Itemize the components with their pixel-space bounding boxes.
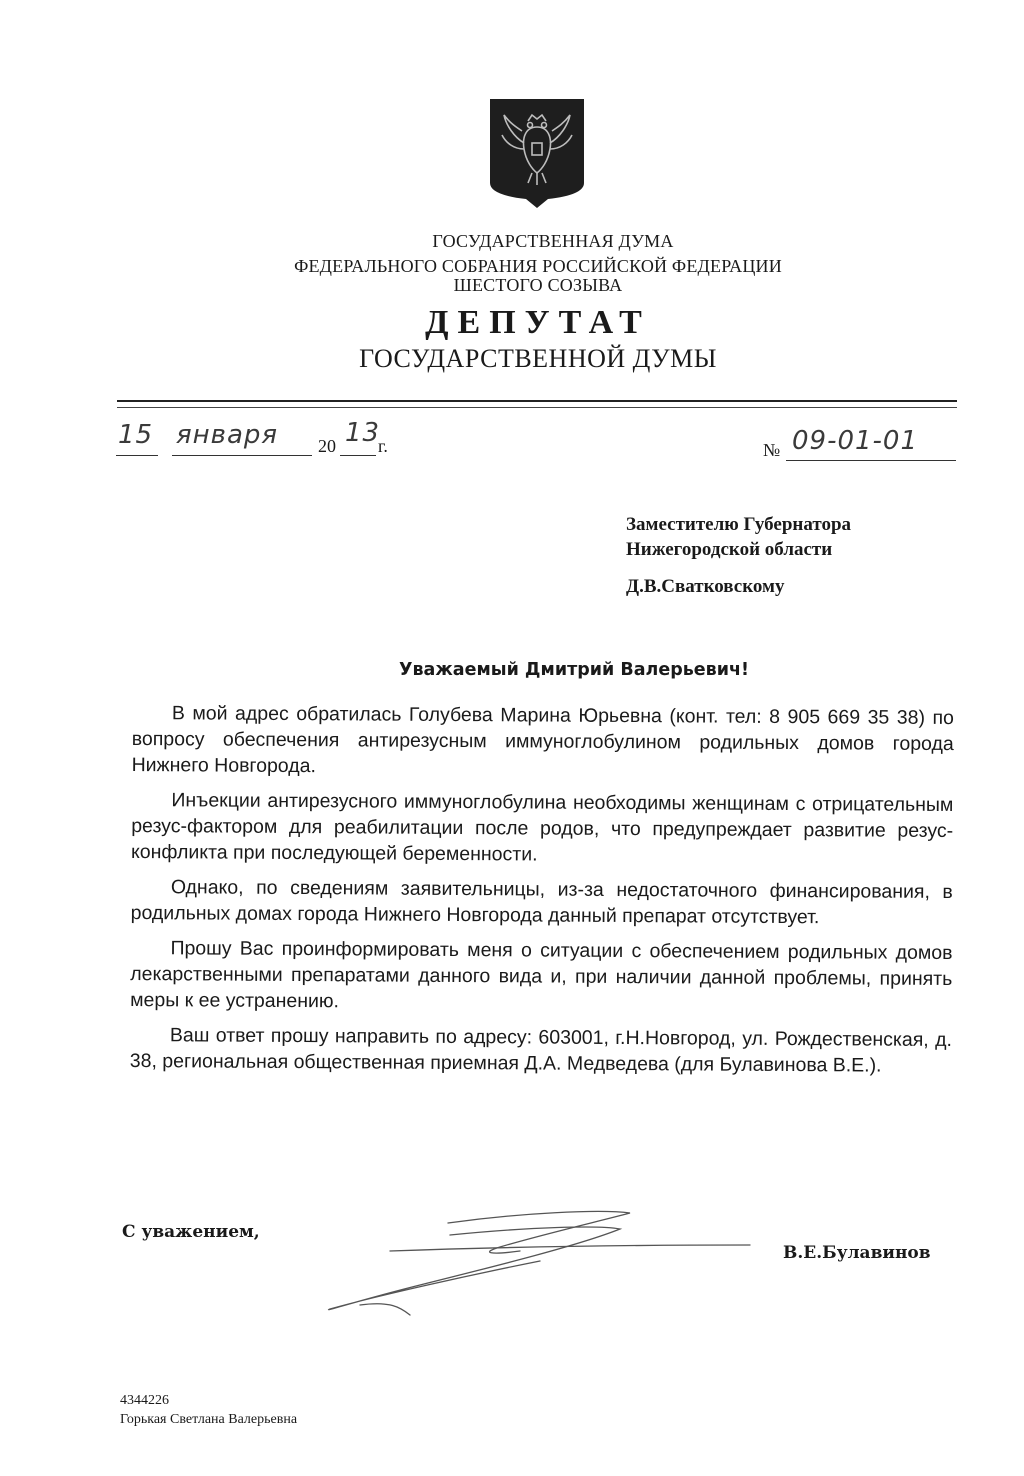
- date-suffix: г.: [378, 436, 388, 456]
- document-subtitle: ГОСУДАРСТВЕННОЙ ДУМЫ: [359, 344, 717, 373]
- header-rule-thin: [117, 407, 957, 408]
- ref-number: 09-01-01: [792, 426, 919, 456]
- addressee-line-2: Нижегородской области: [626, 539, 833, 560]
- date-day: 15: [118, 420, 154, 450]
- ref-number-underline: [786, 460, 956, 461]
- paragraph-5: Ваш ответ прошу направить по адресу: 603001, г.Н.Новгород, ул. Рождественская, д. 38, региональная общественная приемная Д.А. Медведева (для Булавинова В.Е.).: [129, 1024, 953, 1077]
- ref-number-label: №: [763, 440, 781, 460]
- paragraph-4: Прошу Вас проинформировать меня о ситуации с обеспечением родильных домов лекарственными препаратами данного вида и, при наличии данной проблемы, принять меры к ее устранению.: [130, 937, 953, 1013]
- handwritten-signature: [300, 1205, 760, 1320]
- date-month-underline: [172, 455, 312, 456]
- date-year-underline: [340, 455, 376, 456]
- letter-body: [130, 700, 954, 1088]
- signer-name: В.Е.Булавинов: [783, 1243, 931, 1263]
- document-title: ДЕПУТАТ: [425, 304, 651, 341]
- org-line-3: ШЕСТОГО СОЗЫВА: [453, 275, 623, 295]
- paragraph-3: Однако, по сведениям заявительницы, из-за недостаточного финансирования, в родильных домах города Нижнего Новгорода данный препарат отсутствует.: [130, 876, 953, 929]
- org-line-1: ГОСУДАРСТВЕННАЯ ДУМА: [432, 231, 674, 251]
- date-year-suffix: 13: [345, 418, 381, 448]
- closing-phrase: С уважением,: [122, 1222, 260, 1242]
- salutation: Уважаемый Дмитрий Валерьевич!: [398, 660, 750, 680]
- date-year-prefix: 20: [318, 436, 336, 456]
- executor-name: Горькая Светлана Валерьевна: [120, 1412, 298, 1427]
- addressee-name: Д.В.Сватковскому: [626, 576, 785, 597]
- date-day-underline: [116, 455, 158, 456]
- org-line-2: ФЕДЕРАЛЬНОГО СОБРАНИЯ РОССИЙСКОЙ ФЕДЕРАЦИИ: [294, 256, 782, 276]
- addressee-line-1: Заместителю Губернатора: [626, 514, 852, 535]
- paragraph-1: В мой адрес обратилась Голубева Марина Юрьевна (конт. тел: 8 905 669 35 38) по вопросу обеспечения антирезусным иммуноглобулином родильных домов города Нижнего Новгорода.: [131, 702, 954, 778]
- paragraph-2: Инъекции антирезусного иммуноглобулина необходимы женщинам с отрицательным резус-фактором для реабилитации после родов, что предупреждает развитие резус-конфликта при последующей беременности.: [131, 789, 954, 866]
- executor-phone: 4344226: [120, 1393, 169, 1408]
- date-month: января: [176, 420, 279, 450]
- header-rule-thick: [117, 400, 957, 402]
- coat-of-arms-icon: [488, 97, 586, 209]
